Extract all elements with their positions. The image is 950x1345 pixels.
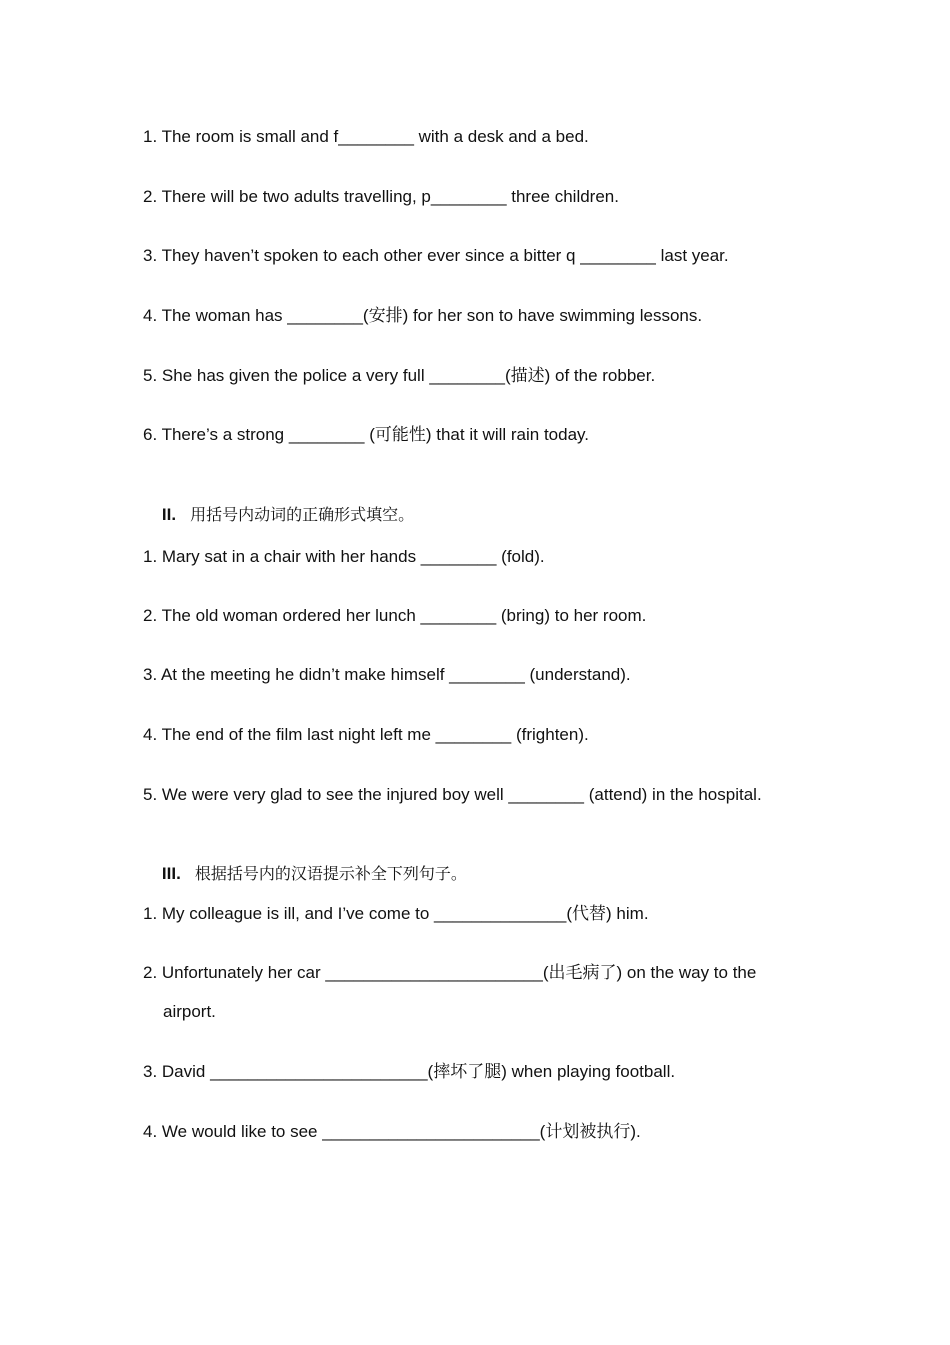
exercise-3-1: 1. My colleague is ill, and I’ve come to ______________(代替) him.: [143, 904, 649, 923]
exercise-2-5: 5. We were very glad to see the injured boy well ________ (attend) in the hospital.: [143, 785, 762, 804]
section-2-instruction: 用括号内动词的正确形式填空。: [190, 505, 415, 524]
exercise-1-3: 3. They haven’t spoken to each other ever since a bitter q ________ last year.: [143, 246, 729, 265]
exercise-1-4: 4. The woman has ________(安排) for her son to have swimming lessons.: [143, 306, 703, 325]
section-2-number: II.: [161, 505, 177, 524]
exercise-3-2: 2. Unfortunately her car _______________________(出毛病了) on the way to the: [143, 963, 757, 982]
section-2-heading: [143, 485, 414, 545]
exercise-3-2-continuation: airport.: [163, 1002, 216, 1021]
exercise-2-4: 4. The end of the film last night left me ________ (frighten).: [143, 725, 589, 744]
section-3-heading: [143, 844, 467, 904]
exercise-2-2: 2. The old woman ordered her lunch ________ (bring) to her room.: [143, 606, 647, 625]
exercise-2-3: 3. At the meeting he didn’t make himself ________ (understand).: [143, 665, 631, 684]
exercise-1-2: 2. There will be two adults travelling, p________ three children.: [143, 187, 619, 206]
section-3-number: III.: [161, 864, 181, 883]
exercise-1-6: 6. There’s a strong ________ (可能性) that it will rain today.: [143, 425, 590, 444]
exercise-2-1: 1. Mary sat in a chair with her hands ________ (fold).: [143, 547, 545, 566]
exercise-1-5: 5. She has given the police a very full ________(描述) of the robber.: [143, 366, 656, 385]
section-3-instruction: 根据括号内的汉语提示补全下列句子。: [194, 864, 467, 883]
exercise-3-3: 3. David _______________________(摔坏了腿) when playing football.: [143, 1062, 676, 1081]
exercise-1-1: 1. The room is small and f________ with a desk and a bed.: [143, 127, 589, 146]
exercise-3-4: 4. We would like to see _______________________(计划被执行).: [143, 1122, 641, 1141]
